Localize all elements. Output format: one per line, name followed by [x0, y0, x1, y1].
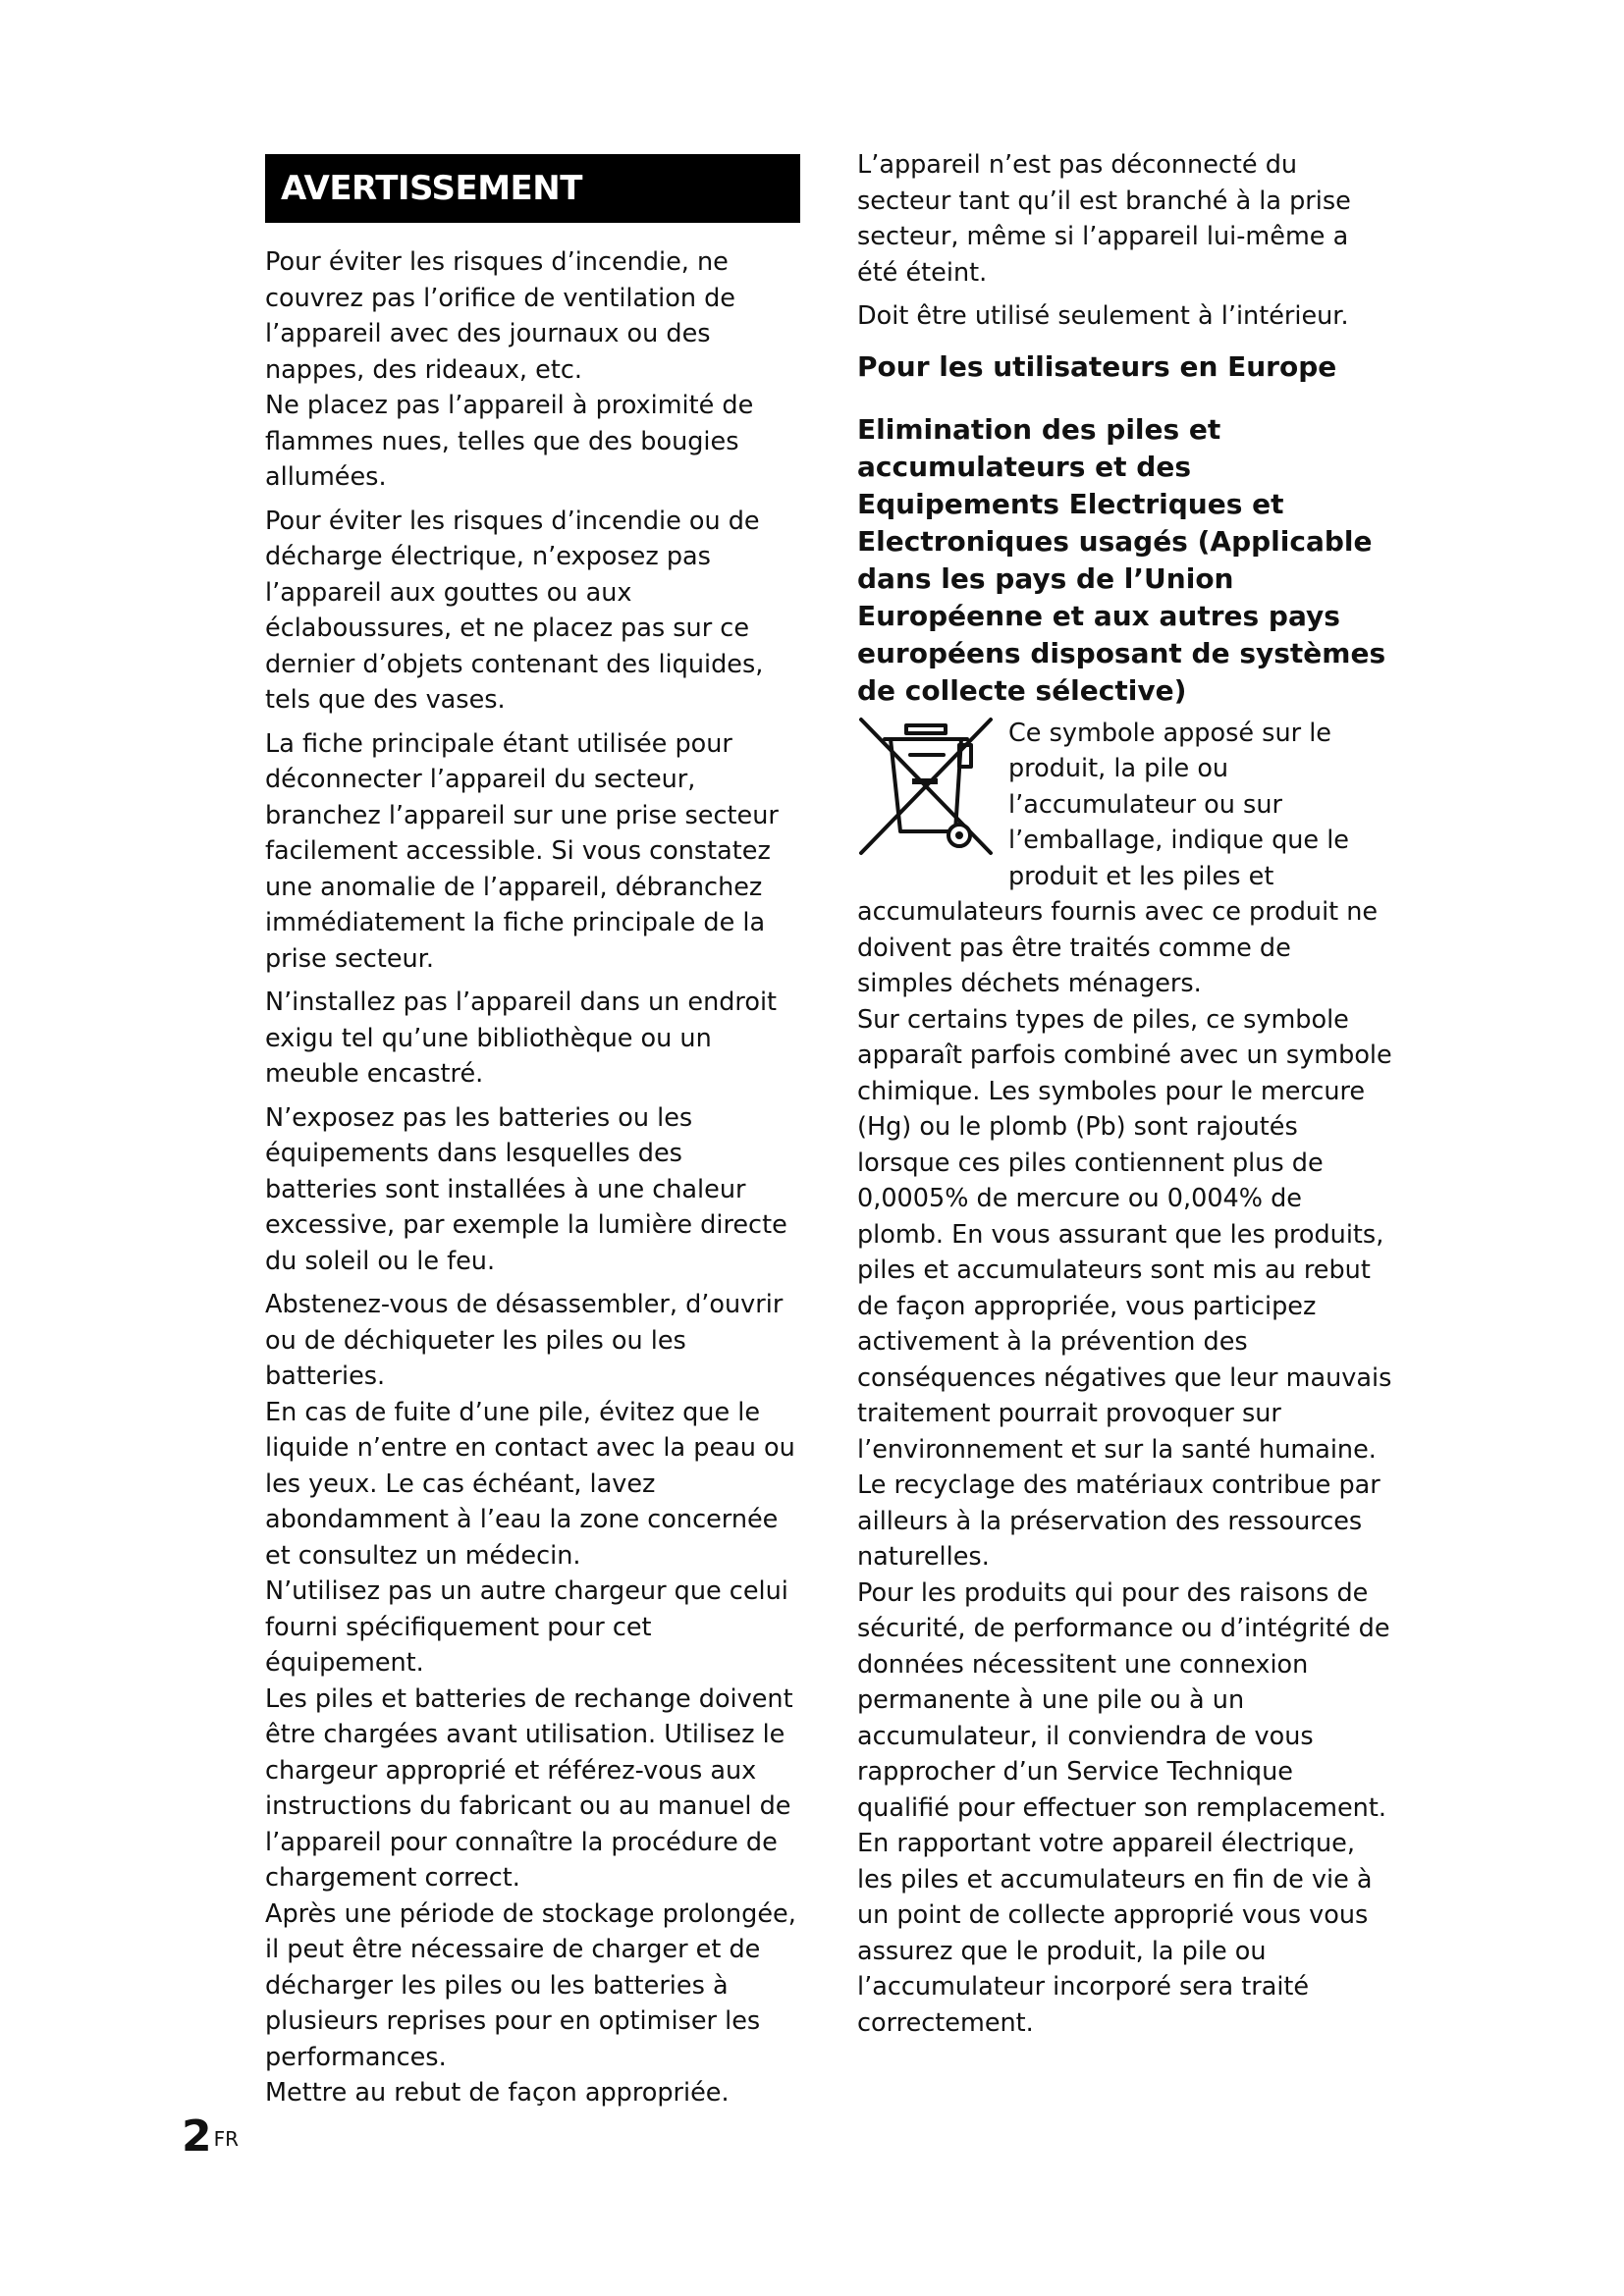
page-number: [182, 2112, 239, 2162]
warning-paragraph: Abstenez-vous de désassembler, d’ouvrir ou de déchiqueter les piles ou les batteries.: [265, 1290, 784, 1391]
recycling-paragraph: Sur certains types de piles, ce symbole apparaît parfois combiné avec un symbole chimique. Les symboles pour le mercure (Hg) ou le plomb (Pb) sont rajoutés lorsque ces piles contiennent plus de 0,0005% de mercure ou 0,004% de plomb. En vous assurant que les produits, piles et accumulateurs sont mis au rebut de façon appropriée, vous participez activement à la prévention des conséquences négatives que leur mauvais traitement pourrait provoquer sur l’environnement et sur la santé humaine. Le recyclage des matériaux contribue par ailleurs à la préservation des ressources naturelles.: [857, 1004, 1392, 1572]
recycling-paragraph: Pour les produits qui pour des raisons de sécurité, de performance ou d’intégrité de données nécessitent une connexion permanente à une pile ou à un accumulateur, il conviendra de vous rapprocher d’un Service Technique qualifié pour effectuer son remplacement. En rapportant votre appareil électrique, les piles et accumulateurs en fin de vie à un point de collecte approprié vous vous assurez que le produit, la pile ou l’accumulateur incorporé sera traité correctement.: [857, 1577, 1390, 2038]
warning-paragraph: N’installez pas l’appareil dans un endroit exigu tel qu’une bibliothèque ou un meuble encastré.: [265, 988, 778, 1089]
warning-paragraph: En cas de fuite d’une pile, évitez que le liquide n’entre en contact avec la peau ou les yeux. Le cas échéant, lavez abondamment à l’eau la zone concernée et consultez un médecin.: [265, 1397, 795, 1571]
info-paragraph: Doit être utilisé seulement à l’intérieur.: [857, 301, 1349, 331]
warning-paragraph: Pour éviter les risques d’incendie, ne couvrez pas l’orifice de ventilation de l’appareil avec des journaux ou des nappes, des rideaux, etc.: [265, 247, 735, 385]
warning-paragraph: Mettre au rebut de façon appropriée.: [265, 2078, 730, 2108]
info-paragraph: L’appareil n’est pas déconnecté du secteur tant qu’il est branché à la prise secteur, même si l’appareil lui-même a été éteint.: [857, 150, 1351, 288]
right-column: [857, 147, 1392, 2041]
crossed-out-wheelie-bin-icon: [857, 716, 995, 863]
subsection-title: Elimination des piles et accumulateurs et des Equipements Electriques et Electroniques usagés (Applicable dans les pays de l’Union Européenne et aux autres pays européens disposant de systèmes de collecte sélective): [857, 412, 1386, 707]
warning-paragraph: Les piles et batteries de rechange doivent être chargées avant utilisation. Utilisez le chargeur approprié et référez-vous aux instructions du fabricant ou au manuel de l’appareil pour connaître la procédure de chargement correct.: [265, 1683, 793, 1893]
left-column: [265, 154, 800, 2111]
warning-paragraph: Ne placez pas l’appareil à proximité de flammes nues, telles que des bougies allumées.: [265, 391, 754, 492]
warning-paragraph: N’utilisez pas un autre chargeur que celui fourni spécifiquement pour cet équipement.: [265, 1576, 788, 1678]
language-code: FR: [213, 2127, 240, 2151]
warning-header: AVERTISSEMENT: [265, 154, 800, 223]
warning-paragraph: N’exposez pas les batteries ou les équipements dans lesquelles des batteries sont installées à une chaleur excessive, par exemple la lumière directe du soleil ou le feu.: [265, 1102, 787, 1276]
section-title: Pour les utilisateurs en Europe: [857, 349, 1337, 383]
warning-paragraph: Pour éviter les risques d’incendie ou de décharge électrique, n’exposez pas l’appareil aux gouttes ou aux éclaboussures, et ne placez pas sur ce dernier d’objets contenant des liquides, tels que des vases.: [265, 506, 764, 715]
warning-paragraph: La fiche principale étant utilisée pour déconnecter l’appareil du secteur, branchez l’appareil sur une prise secteur facilement accessible. Si vous constatez une anomalie de l’appareil, débranchez immédiatement la fiche principale de la prise secteur.: [265, 728, 779, 974]
recycling-paragraph: Ce symbole apposé sur le produit, la pile ou l’accumulateur ou sur l’emballage, indique que le produit et les piles et accumulateurs fournis avec ce produit ne doivent pas être traités comme de simples déchets ménagers.: [857, 718, 1379, 998]
warning-paragraph: Après une période de stockage prolongée, il peut être nécessaire de charger et de décharger les piles ou les batteries à plusieurs reprises pour en optimiser les performances.: [265, 1898, 796, 2072]
page-number-value: 2: [182, 2111, 212, 2162]
